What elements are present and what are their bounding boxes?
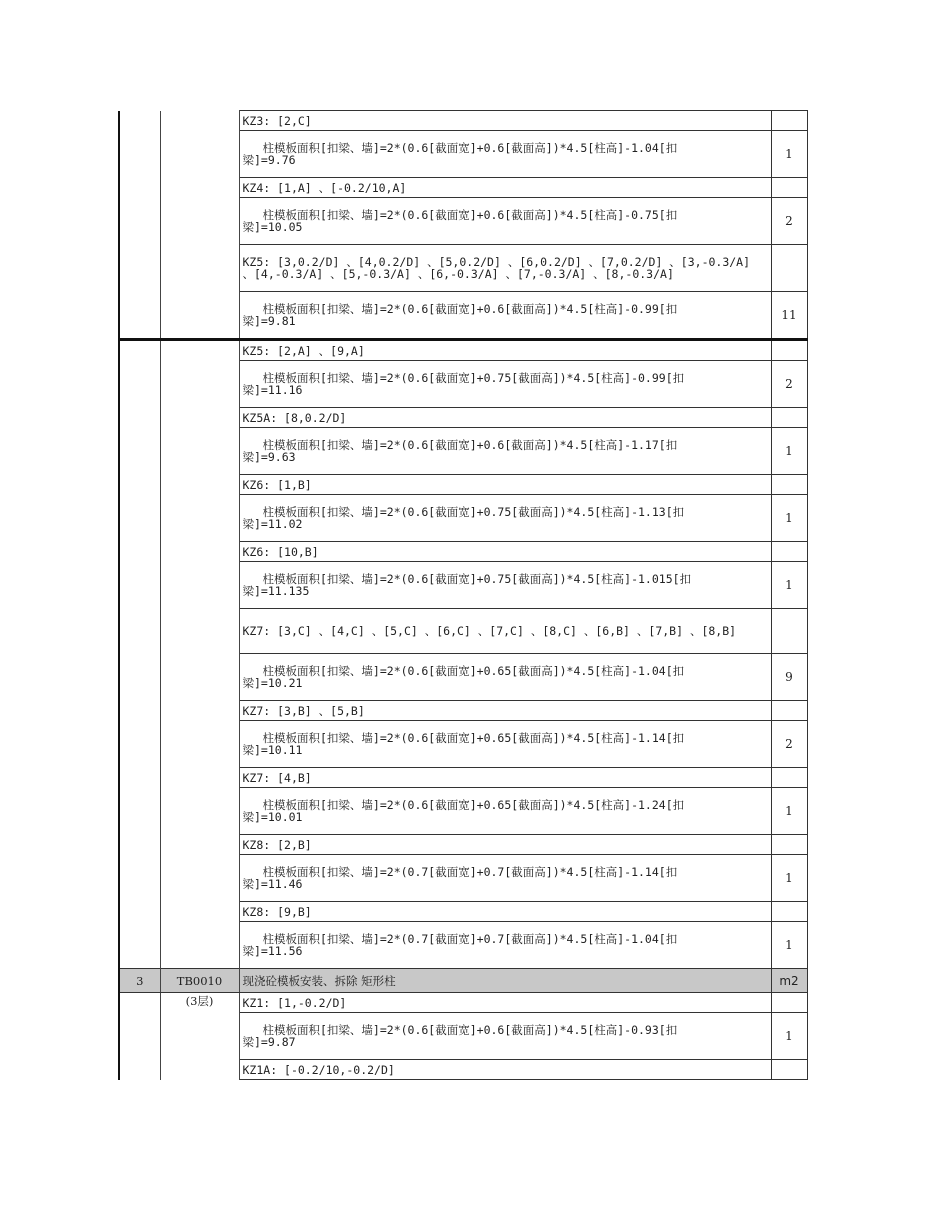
formula-result: 梁]=9.81: [242, 314, 296, 328]
formula-row: [119, 788, 807, 835]
quantity-cell: 9: [771, 654, 807, 701]
description-cell: [239, 788, 771, 835]
formula-line: 柱模板面积[扣梁、墙]=2*(0.6[截面宽]+0.65[截面高])*4.5[柱高]-1.04[扣: [262, 664, 685, 678]
formula-line: 柱模板面积[扣梁、墙]=2*(0.6[截面宽]+0.6[截面高])*4.5[柱高]-0.99[扣: [262, 302, 678, 316]
item-code-cell: TB0010: [160, 969, 239, 993]
formula-line: 柱模板面积[扣梁、墙]=2*(0.6[截面宽]+0.6[截面高])*4.5[柱高]-1.17[扣: [262, 438, 678, 452]
formula-result: 梁]=10.21: [242, 676, 303, 690]
quantity-cell: 1: [771, 788, 807, 835]
description-cell: [239, 198, 771, 245]
quantity-cell: [771, 111, 807, 131]
item-code-cell: [160, 340, 239, 361]
row-number-cell: [119, 428, 160, 475]
location-row: [119, 902, 807, 922]
description-cell: KZ7: [3,C] 、[4,C] 、[5,C] 、[6,C] 、[7,C] 、[8,C] 、[6,B] 、[7,B] 、[8,B]: [239, 609, 771, 654]
formula-line: 柱模板面积[扣梁、墙]=2*(0.6[截面宽]+0.75[截面高])*4.5[柱高]-1.13[扣: [262, 505, 685, 519]
description-cell: [239, 361, 771, 408]
item-code-cell: [160, 198, 239, 245]
quantity-cell: 11: [771, 292, 807, 340]
quantity-cell: 2: [771, 361, 807, 408]
item-code-cell: [160, 428, 239, 475]
item-code-cell: [160, 245, 239, 292]
description-cell: [239, 1013, 771, 1060]
formula-row: [119, 198, 807, 245]
item-code-cell: [160, 835, 239, 855]
description-cell: KZ7: [4,B]: [239, 768, 771, 788]
location-row: [119, 475, 807, 495]
row-number-cell: [119, 701, 160, 721]
location-row: [119, 542, 807, 562]
location-row: [119, 111, 807, 131]
formula-row: [119, 721, 807, 768]
row-number-cell: [119, 788, 160, 835]
formula-result: 梁]=10.11: [242, 743, 303, 757]
formula-row: [119, 495, 807, 542]
description-cell: KZ5: [2,A] 、[9,A]: [239, 340, 771, 361]
item-code-cell: [160, 788, 239, 835]
formula-result: 梁]=11.46: [242, 877, 303, 891]
description-cell: KZ8: [2,B]: [239, 835, 771, 855]
quantity-cell: [771, 245, 807, 292]
item-code-cell: [160, 408, 239, 428]
formula-result: 梁]=11.135: [242, 584, 310, 598]
row-number-cell: [119, 542, 160, 562]
description-cell: KZ1A: [-0.2/10,-0.2/D]: [239, 1060, 771, 1080]
description-cell: [239, 428, 771, 475]
item-code-cell: [160, 654, 239, 701]
description-cell: [239, 131, 771, 178]
formula-line: 柱模板面积[扣梁、墙]=2*(0.7[截面宽]+0.7[截面高])*4.5[柱高]-1.04[扣: [262, 932, 678, 946]
quantity-cell: [771, 475, 807, 495]
item-code-cell: [160, 1013, 239, 1060]
row-number-cell: [119, 408, 160, 428]
location-row: [119, 609, 807, 654]
location-row: [119, 408, 807, 428]
quantity-cell: 1: [771, 562, 807, 609]
item-code-cell: [160, 768, 239, 788]
row-number-cell: [119, 361, 160, 408]
description-cell: [239, 292, 771, 340]
quantity-cell: m2: [771, 969, 807, 993]
item-code-cell: [160, 111, 239, 131]
row-number-cell: [119, 922, 160, 969]
row-number-cell: [119, 495, 160, 542]
quantity-calculation-sheet: [118, 110, 806, 1080]
location-row: [119, 178, 807, 198]
quantity-cell: [771, 701, 807, 721]
description-cell: KZ3: [2,C]: [239, 111, 771, 131]
item-code-cell: [160, 292, 239, 340]
formula-result: 梁]=11.56: [242, 944, 303, 958]
quantity-cell: [771, 408, 807, 428]
description-cell: KZ6: [10,B]: [239, 542, 771, 562]
formula-row: [119, 361, 807, 408]
location-row: [119, 835, 807, 855]
quantity-cell: [771, 609, 807, 654]
item-code-cell: [160, 475, 239, 495]
location-row: [119, 340, 807, 361]
quantity-cell: 1: [771, 495, 807, 542]
item-code-cell: [160, 495, 239, 542]
item-code-cell: [160, 609, 239, 654]
row-number-cell: [119, 768, 160, 788]
formula-line: 柱模板面积[扣梁、墙]=2*(0.6[截面宽]+0.6[截面高])*4.5[柱高]-0.75[扣: [262, 208, 678, 222]
calculation-table: [118, 110, 808, 1080]
row-number-cell: [119, 609, 160, 654]
row-number-cell: [119, 902, 160, 922]
row-number-cell: [119, 1060, 160, 1080]
description-cell: [239, 495, 771, 542]
description-cell: [239, 721, 771, 768]
formula-line: 柱模板面积[扣梁、墙]=2*(0.6[截面宽]+0.6[截面高])*4.5[柱高]-0.93[扣: [262, 1023, 678, 1037]
quantity-cell: 1: [771, 855, 807, 902]
formula-result: 梁]=11.16: [242, 383, 303, 397]
description-cell: KZ8: [9,B]: [239, 902, 771, 922]
quantity-cell: 1: [771, 922, 807, 969]
formula-line: 柱模板面积[扣梁、墙]=2*(0.6[截面宽]+0.75[截面高])*4.5[柱高]-1.015[扣: [262, 572, 692, 586]
item-code-cell: [160, 993, 239, 1013]
item-code-cell: [160, 721, 239, 768]
row-number-cell: [119, 855, 160, 902]
location-row: [119, 768, 807, 788]
description-cell: KZ6: [1,B]: [239, 475, 771, 495]
formula-line: 柱模板面积[扣梁、墙]=2*(0.6[截面宽]+0.6[截面高])*4.5[柱高]-1.04[扣: [262, 141, 678, 155]
item-code-cell: [160, 361, 239, 408]
item-code-cell: [160, 178, 239, 198]
formula-result: 梁]=9.76: [242, 153, 296, 167]
quantity-cell: 1: [771, 1013, 807, 1060]
row-number-cell: [119, 131, 160, 178]
row-number-cell: [119, 654, 160, 701]
row-number-cell: [119, 721, 160, 768]
quantity-cell: 1: [771, 428, 807, 475]
row-number-cell: [119, 245, 160, 292]
quantity-cell: [771, 902, 807, 922]
quantity-cell: 2: [771, 721, 807, 768]
item-code-cell: [160, 922, 239, 969]
location-row: [119, 245, 807, 292]
formula-result: 梁]=10.01: [242, 810, 303, 824]
item-code-cell: [160, 542, 239, 562]
row-number-cell: [119, 835, 160, 855]
formula-row: [119, 654, 807, 701]
formula-row: [119, 922, 807, 969]
description-cell: [239, 245, 771, 292]
formula-row: [119, 1013, 807, 1060]
row-number-cell: [119, 111, 160, 131]
location-row: [119, 701, 807, 721]
formula-row: [119, 428, 807, 475]
description-cell: 现浇砼模板安装、拆除 矩形柱: [239, 969, 771, 993]
description-cell: [239, 922, 771, 969]
formula-line: 柱模板面积[扣梁、墙]=2*(0.6[截面宽]+0.65[截面高])*4.5[柱高]-1.14[扣: [262, 731, 685, 745]
item-code-cell: [160, 855, 239, 902]
item-header-row: [119, 969, 807, 993]
row-number-cell: [119, 993, 160, 1013]
quantity-cell: [771, 993, 807, 1013]
row-number-cell: [119, 562, 160, 609]
quantity-cell: [771, 340, 807, 361]
formula-row: [119, 855, 807, 902]
item-code-cell: [160, 131, 239, 178]
location-line: KZ5: [3,0.2/D] 、[4,0.2/D] 、[5,0.2/D] 、[6,0.2/D] 、[7,0.2/D] 、[3,-0.3/A]: [242, 255, 751, 269]
row-number-cell: [119, 292, 160, 340]
formula-result: 梁]=9.87: [242, 1035, 296, 1049]
item-code-cell: [160, 1060, 239, 1080]
quantity-cell: [771, 1060, 807, 1080]
description-cell: KZ7: [3,B] 、[5,B]: [239, 701, 771, 721]
description-cell: [239, 654, 771, 701]
row-number-cell: [119, 198, 160, 245]
formula-row: [119, 292, 807, 340]
quantity-cell: [771, 835, 807, 855]
quantity-cell: [771, 542, 807, 562]
description-cell: KZ4: [1,A] 、[-0.2/10,A]: [239, 178, 771, 198]
description-cell: KZ1: [1,-0.2/D]: [239, 993, 771, 1013]
row-number-cell: 3: [119, 969, 160, 993]
formula-line: 柱模板面积[扣梁、墙]=2*(0.7[截面宽]+0.7[截面高])*4.5[柱高]-1.14[扣: [262, 865, 678, 879]
formula-row: [119, 562, 807, 609]
row-number-cell: [119, 340, 160, 361]
row-number-cell: [119, 475, 160, 495]
item-code-cell: [160, 701, 239, 721]
formula-row: [119, 131, 807, 178]
location-line: 、[4,-0.3/A] 、[5,-0.3/A] 、[6,-0.3/A] 、[7,-0.3/A] 、[8,-0.3/A]: [242, 267, 674, 281]
item-code-cell: [160, 562, 239, 609]
location-row: [119, 993, 807, 1013]
quantity-cell: 1: [771, 131, 807, 178]
quantity-cell: [771, 768, 807, 788]
floor-label: (3层): [185, 994, 214, 1008]
row-number-cell: [119, 1013, 160, 1060]
formula-result: 梁]=11.02: [242, 517, 303, 531]
item-code-cell: [160, 902, 239, 922]
formula-result: 梁]=10.05: [242, 220, 303, 234]
description-cell: [239, 562, 771, 609]
formula-line: 柱模板面积[扣梁、墙]=2*(0.6[截面宽]+0.65[截面高])*4.5[柱高]-1.24[扣: [262, 798, 685, 812]
formula-result: 梁]=9.63: [242, 450, 296, 464]
quantity-cell: [771, 178, 807, 198]
location-row: [119, 1060, 807, 1080]
description-cell: [239, 855, 771, 902]
description-cell: KZ5A: [8,0.2/D]: [239, 408, 771, 428]
formula-line: 柱模板面积[扣梁、墙]=2*(0.6[截面宽]+0.75[截面高])*4.5[柱高]-0.99[扣: [262, 371, 685, 385]
row-number-cell: [119, 178, 160, 198]
quantity-cell: 2: [771, 198, 807, 245]
